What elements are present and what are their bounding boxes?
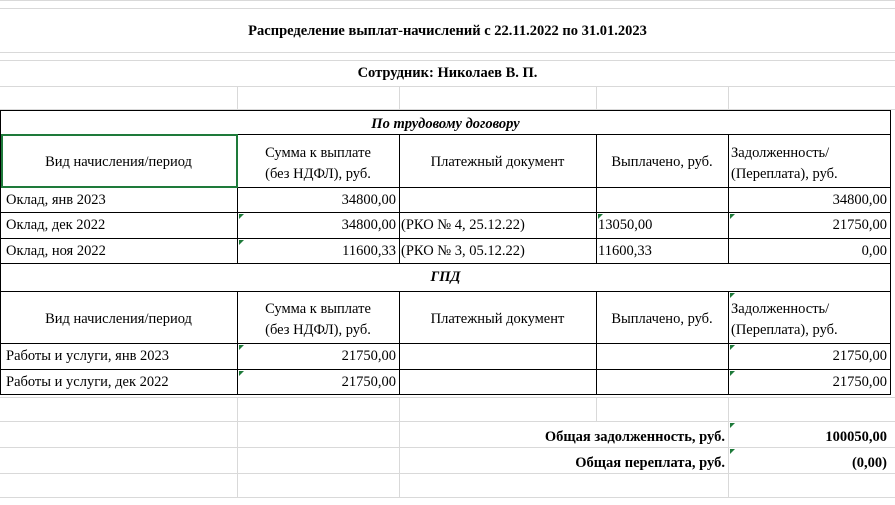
header-sum-line1: Сумма к выплате <box>265 301 371 317</box>
header-type: Вид начисления/период <box>45 154 192 170</box>
row-doc: (РКО № 4, 25.12.22) <box>401 217 525 233</box>
report-title: Распределение выплат-начислений с 22.11.2022 по 31.01.2023 <box>248 23 647 39</box>
row-sum: 21750,00 <box>341 348 396 364</box>
header-debt-line2: (Переплата), руб. <box>731 166 838 182</box>
total-debt-value: 100050,00 <box>825 429 887 445</box>
total-overpay-value: (0,00) <box>851 455 887 471</box>
header-doc: Платежный документ <box>430 154 565 170</box>
row-sum: 34800,00 <box>341 192 396 208</box>
header-doc: Платежный документ <box>430 311 565 327</box>
header-paid: Выплачено, руб. <box>611 311 713 327</box>
row-type: Оклад, янв 2023 <box>6 192 106 208</box>
section-gpd-title: ГПД <box>430 269 461 285</box>
row-sum: 21750,00 <box>341 374 396 390</box>
section-labor-title: По трудовому договору <box>371 116 520 132</box>
row-paid: 13050,00 <box>598 217 653 233</box>
row-type: Оклад, ноя 2022 <box>6 243 106 259</box>
row-debt: 0,00 <box>861 243 887 259</box>
header-debt-line1: Задолженность/ <box>731 301 830 317</box>
row-debt: 21750,00 <box>832 217 887 233</box>
header-type: Вид начисления/период <box>45 311 192 327</box>
row-type: Оклад, дек 2022 <box>6 217 106 233</box>
header-debt-line1: Задолженность/ <box>731 145 830 161</box>
row-doc: (РКО № 3, 05.12.22) <box>401 243 525 259</box>
row-sum: 11600,33 <box>342 243 396 259</box>
header-sum-line2: (без НДФЛ), руб. <box>265 322 371 338</box>
header-debt-line2: (Переплата), руб. <box>731 322 838 338</box>
header-paid: Выплачено, руб. <box>611 154 713 170</box>
total-overpay-label: Общая переплата, руб. <box>575 455 725 471</box>
row-sum: 34800,00 <box>341 217 396 233</box>
row-type: Работы и услуги, дек 2022 <box>6 374 169 390</box>
header-sum-line2: (без НДФЛ), руб. <box>265 166 371 182</box>
row-paid: 11600,33 <box>598 243 652 259</box>
row-type: Работы и услуги, янв 2023 <box>6 348 170 364</box>
row-debt: 34800,00 <box>832 192 887 208</box>
header-sum-line1: Сумма к выплате <box>265 145 371 161</box>
row-debt: 21750,00 <box>832 348 887 364</box>
total-debt-label: Общая задолженность, руб. <box>544 429 725 445</box>
employee-name: Сотрудник: Николаев В. П. <box>357 65 538 81</box>
row-debt: 21750,00 <box>832 374 887 390</box>
